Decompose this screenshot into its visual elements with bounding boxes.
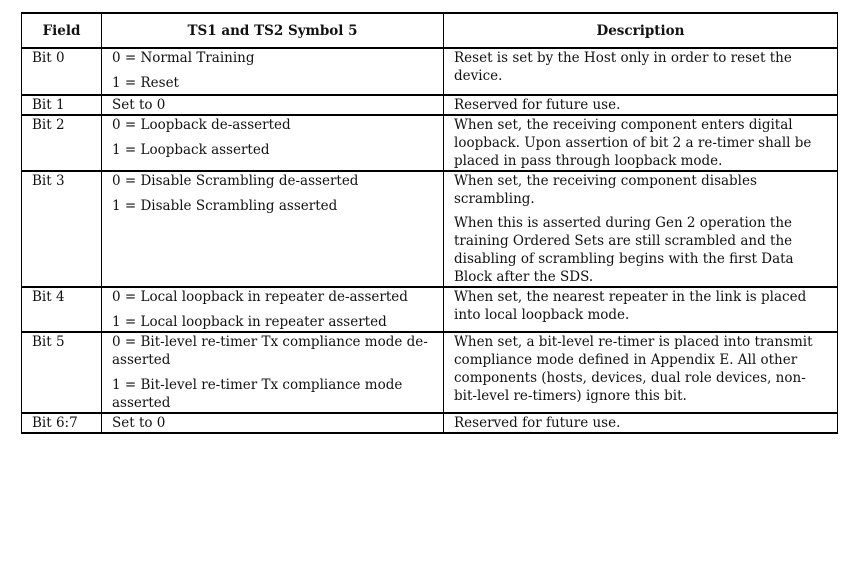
- description-text: When set, the receiving component disables scrambling.: [454, 173, 757, 207]
- symbol-cell: [102, 413, 444, 433]
- header-field: Field: [22, 13, 102, 48]
- description-text: When set, the nearest repeater in the link is placed into local loopback mode.: [454, 289, 807, 323]
- description-text: When set, a bit-level re-timer is placed into transmit compliance mode defined in Appendix E. All other components (hosts, devices, dual role devices, non-bit-level re-timers) ignore this bit.: [454, 334, 813, 404]
- symbol-value: 0 = Normal Training: [112, 50, 255, 66]
- symbol-cell: [102, 287, 444, 332]
- description-cell: [444, 95, 838, 115]
- description-cell: [444, 48, 838, 95]
- description-text: When set, the receiving component enters digital loopback. Upon assertion of bit 2 a re-timer shall be placed in pass through loopback mode.: [454, 117, 812, 169]
- symbol-cell: [102, 95, 444, 115]
- field-value: Bit 5: [32, 334, 65, 350]
- table-row: [22, 413, 838, 433]
- symbol-cell: [102, 115, 444, 171]
- field-value: Bit 3: [32, 173, 65, 189]
- description-text: Reserved for future use.: [454, 415, 621, 431]
- field-cell: [22, 95, 102, 115]
- field-cell: [22, 413, 102, 433]
- field-value: Bit 4: [32, 289, 65, 305]
- field-value: Bit 2: [32, 117, 65, 133]
- description-cell: [444, 171, 838, 287]
- table-row: [22, 332, 838, 413]
- symbol-value: 0 = Bit-level re-timer Tx compliance mode de-asserted: [112, 334, 428, 368]
- symbol-cell: [102, 332, 444, 413]
- symbol-cell: [102, 171, 444, 287]
- header-symbol: TS1 and TS2 Symbol 5: [102, 13, 444, 48]
- header-description: Description: [444, 13, 838, 48]
- description-cell: [444, 115, 838, 171]
- field-value: Bit 1: [32, 97, 65, 113]
- symbol-value: Set to 0: [112, 97, 166, 113]
- symbol-value: 1 = Disable Scrambling asserted: [112, 198, 338, 214]
- description-cell: [444, 332, 838, 413]
- symbol-value: 1 = Reset: [112, 75, 179, 91]
- field-cell: [22, 287, 102, 332]
- table-row: [22, 95, 838, 115]
- field-cell: [22, 115, 102, 171]
- table-row: [22, 48, 838, 95]
- symbol-value: Set to 0: [112, 415, 166, 431]
- symbol-cell: [102, 48, 444, 95]
- symbol-value: 0 = Loopback de-asserted: [112, 117, 291, 133]
- field-value: Bit 0: [32, 50, 65, 66]
- symbol-value: 1 = Local loopback in repeater asserted: [112, 314, 387, 330]
- symbol-value: 0 = Local loopback in repeater de-asserted: [112, 289, 408, 305]
- description-text: Reset is set by the Host only in order to reset the device.: [454, 50, 792, 84]
- symbol-value: 0 = Disable Scrambling de-asserted: [112, 173, 359, 189]
- description-cell: [444, 287, 838, 332]
- table-row: [22, 115, 838, 171]
- table-row: [22, 287, 838, 332]
- field-value: Bit 6:7: [32, 415, 78, 431]
- symbol-value: 1 = Loopback asserted: [112, 142, 270, 158]
- description-text: When this is asserted during Gen 2 operation the training Ordered Sets are still scrambled and the disabling of scrambling begins with the first Data Block after the SDS.: [454, 215, 794, 285]
- description-cell: [444, 413, 838, 433]
- ts-symbol5-table: [21, 12, 838, 434]
- table-row: [22, 171, 838, 287]
- header-row: [22, 13, 838, 48]
- symbol-value: 1 = Bit-level re-timer Tx compliance mode asserted: [112, 377, 403, 411]
- field-cell: [22, 48, 102, 95]
- field-cell: [22, 171, 102, 287]
- field-cell: [22, 332, 102, 413]
- description-text: Reserved for future use.: [454, 97, 621, 113]
